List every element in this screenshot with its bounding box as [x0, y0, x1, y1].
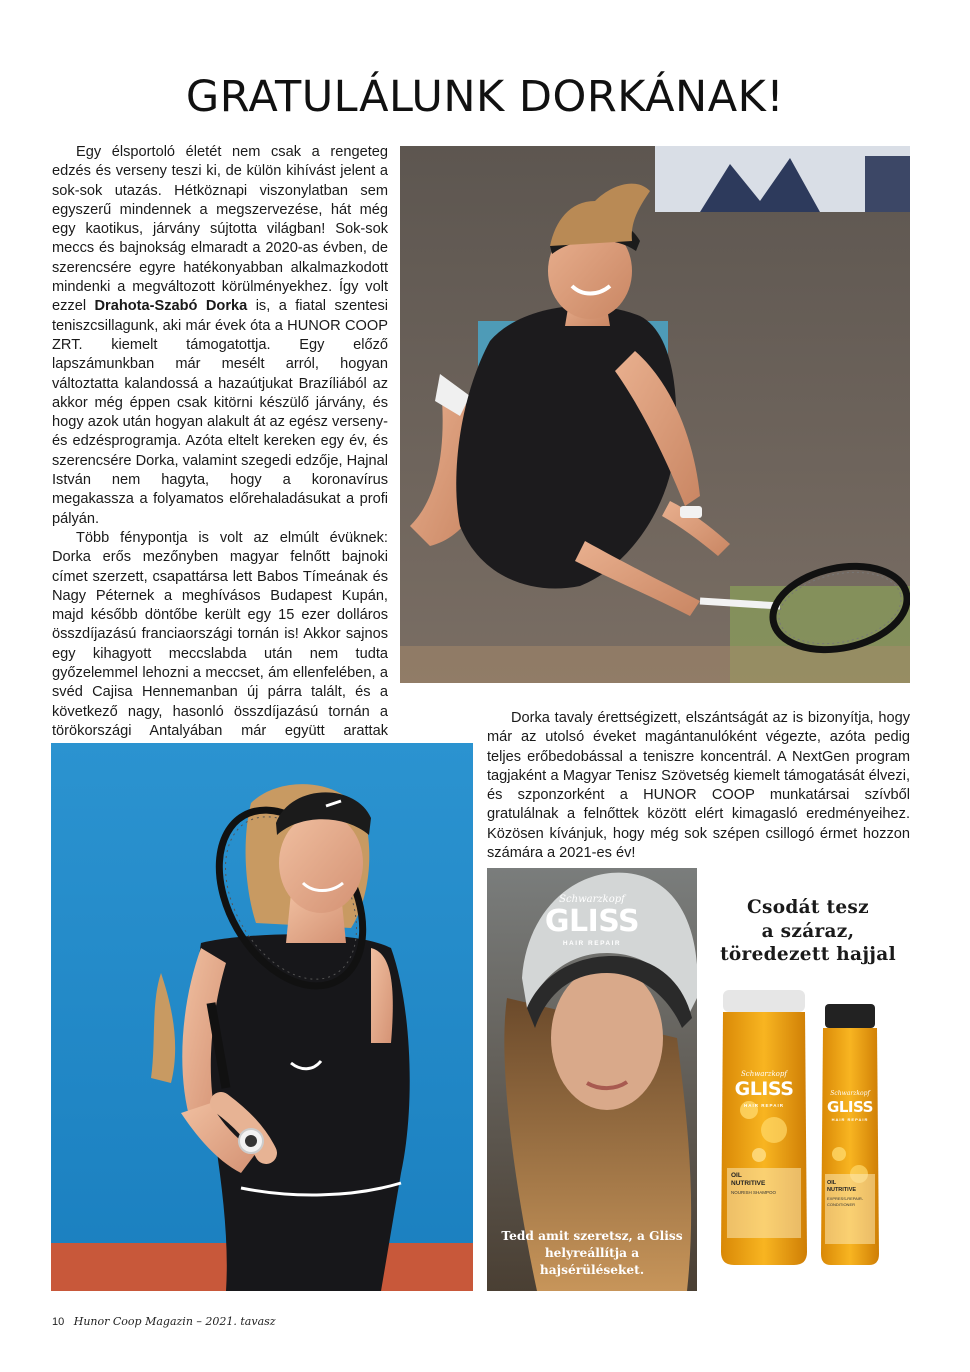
shampoo-bottle	[719, 990, 809, 1265]
magazine-issue: Hunor Coop Magazin – 2021. tavasz	[73, 1315, 276, 1328]
shampoo-detail: NOURISH SHAMPOO	[731, 1190, 777, 1195]
tennis-forehand-illustration	[400, 146, 910, 683]
conditioner-oil-label	[827, 1180, 877, 1194]
article-left-column	[52, 143, 388, 761]
shampoo-bottle-shape	[719, 990, 809, 1265]
ad-tagline: Tedd amit szeretsz, a Gliss helyreállítja a hajsérüléseket.	[501, 1229, 683, 1277]
tennis-ready-illustration	[51, 743, 473, 1291]
conditioner-bottle	[819, 1004, 881, 1265]
article-paragraph-1	[52, 143, 388, 529]
gliss-ad-product-panel	[705, 890, 911, 1291]
ad-brand-schwarzkopf: Schwarzkopf	[559, 894, 625, 905]
conditioner-nutritive-word: NUTRITIVE	[827, 1187, 857, 1193]
article-right-column	[487, 709, 910, 863]
paragraph-1-start: Egy élsportoló életét nem csak a rengeteg edzés és verseny teszi ki, de külön kihívást jelent a sok-sok utazás. Hétköznapi viszonylatban sem egyszerű mindennek a megszervezése, hát még egy kaotikus, járvány sújtotta világban! Sok-sok meccs és bajnokság elmaradt a 2020-as évben, de szerencsére egyre hatékonyabban alkalmazkodott mindenki a megváltozott körülményekhez. Így volt ezzel	[52, 144, 388, 315]
shampoo-oil-word: OIL	[731, 1172, 742, 1179]
paragraph-1-end: is, a fiatal szentesi teniszcsillagunk, aki már évek óta a HUNOR COOP ZRT. kiemelt támogatottja. Egy előző lapszámunkban már mesélt arról, hogyan változtatta kalandossá a hazaútjukat Brazíliából az akkor még éppen csak kitörni készülő járvány, és hogy azok után hogyan alakult át az egész verseny- és edzésprogramja. Azóta eltelt kereken egy év, és szerencsére Dorka, valamint szegedi edzője, Hajnal István nem hagyta, hogy a koronavírus megakassza a folyamatos előrehaladásukat a profi pályán.	[52, 298, 388, 527]
article-paragraph-3: Dorka tavaly érettségizett, elszántságát az is bizonyítja, hogy már az utolsó éveket magántanulóként végezte, azóta pedig teljes erőbedobással a teniszre koncentrál. A NextGen program tagjaként a Magyar Tenisz Szövetség kiemelt támogatását élvezi, és szponzorként a HUNOR COOP munkatársai szívből gratulálnak a felnőttek között elért kimagasló eredményeihez. Közösen kívánjuk, hogy még sok szépen csillogó érmet hozzon számára a 2021-es év!	[487, 710, 910, 862]
athlete-name: Drahota-Szabó Dorka	[94, 298, 248, 315]
page-footer	[52, 1315, 276, 1328]
conditioner-brand-sub: HAIR REPAIR	[831, 1117, 869, 1122]
conditioner-oil-word: OIL	[827, 1180, 837, 1186]
shampoo-brand-gliss: GLISS	[734, 1078, 794, 1100]
shampoo-nutritive-word: NUTRITIVE	[731, 1180, 766, 1187]
conditioner-brand-gliss: GLISS	[827, 1098, 873, 1116]
ad-headline	[705, 896, 911, 967]
ad-headline-line-3: töredezett hajjal	[720, 944, 896, 965]
photo-tennis-forehand	[400, 146, 910, 683]
page-number: 10	[52, 1316, 65, 1328]
ad-brand-hair-repair: HAIR REPAIR	[562, 940, 622, 947]
ad-headline-line-2: a száraz,	[761, 920, 855, 942]
conditioner-brand-small: Schwarzkopf	[830, 1090, 870, 1097]
ad-brand-gliss: GLISS	[544, 904, 640, 939]
conditioner-detail: EXPRESS-REPAIR-CONDITIONER	[827, 1196, 864, 1207]
conditioner-bottle-shape	[819, 1004, 881, 1265]
shampoo-brand-small: Schwarzkopf	[741, 1070, 787, 1078]
ad-headline-line-1: Csodát tesz	[747, 897, 869, 918]
article-paragraph-2: Több fénypontja is volt az elmúlt évüknek: Dorka erős mezőnyben magyar felnőtt bajnoki címet szerzett, csapattársa lett Babos Tímeának és Nagy Péternek a meghívásos Budapest Kupán, majd később döntőbe került egy 15 ezer dolláros összdíjazású franciaországi tornán is! Akkor sajnos egy kihagyott meccslabda után nem tudta győzelemmel lehozni a meccset, ám ellenfelében, a svéd Cajisa Hennemanban új párra talált, és a következő nagy, hasonló összdíjazású tornán a törökországi Antalyában már együtt arattak	[52, 529, 388, 739]
article-title: GRATULÁLUNK DORKÁNAK!	[185, 72, 785, 122]
shampoo-oil-label	[731, 1172, 801, 1188]
gliss-ad-model-panel	[487, 868, 697, 1291]
photo-tennis-ready	[51, 743, 473, 1291]
shampoo-brand-sub: HAIR REPAIR	[744, 1103, 784, 1108]
